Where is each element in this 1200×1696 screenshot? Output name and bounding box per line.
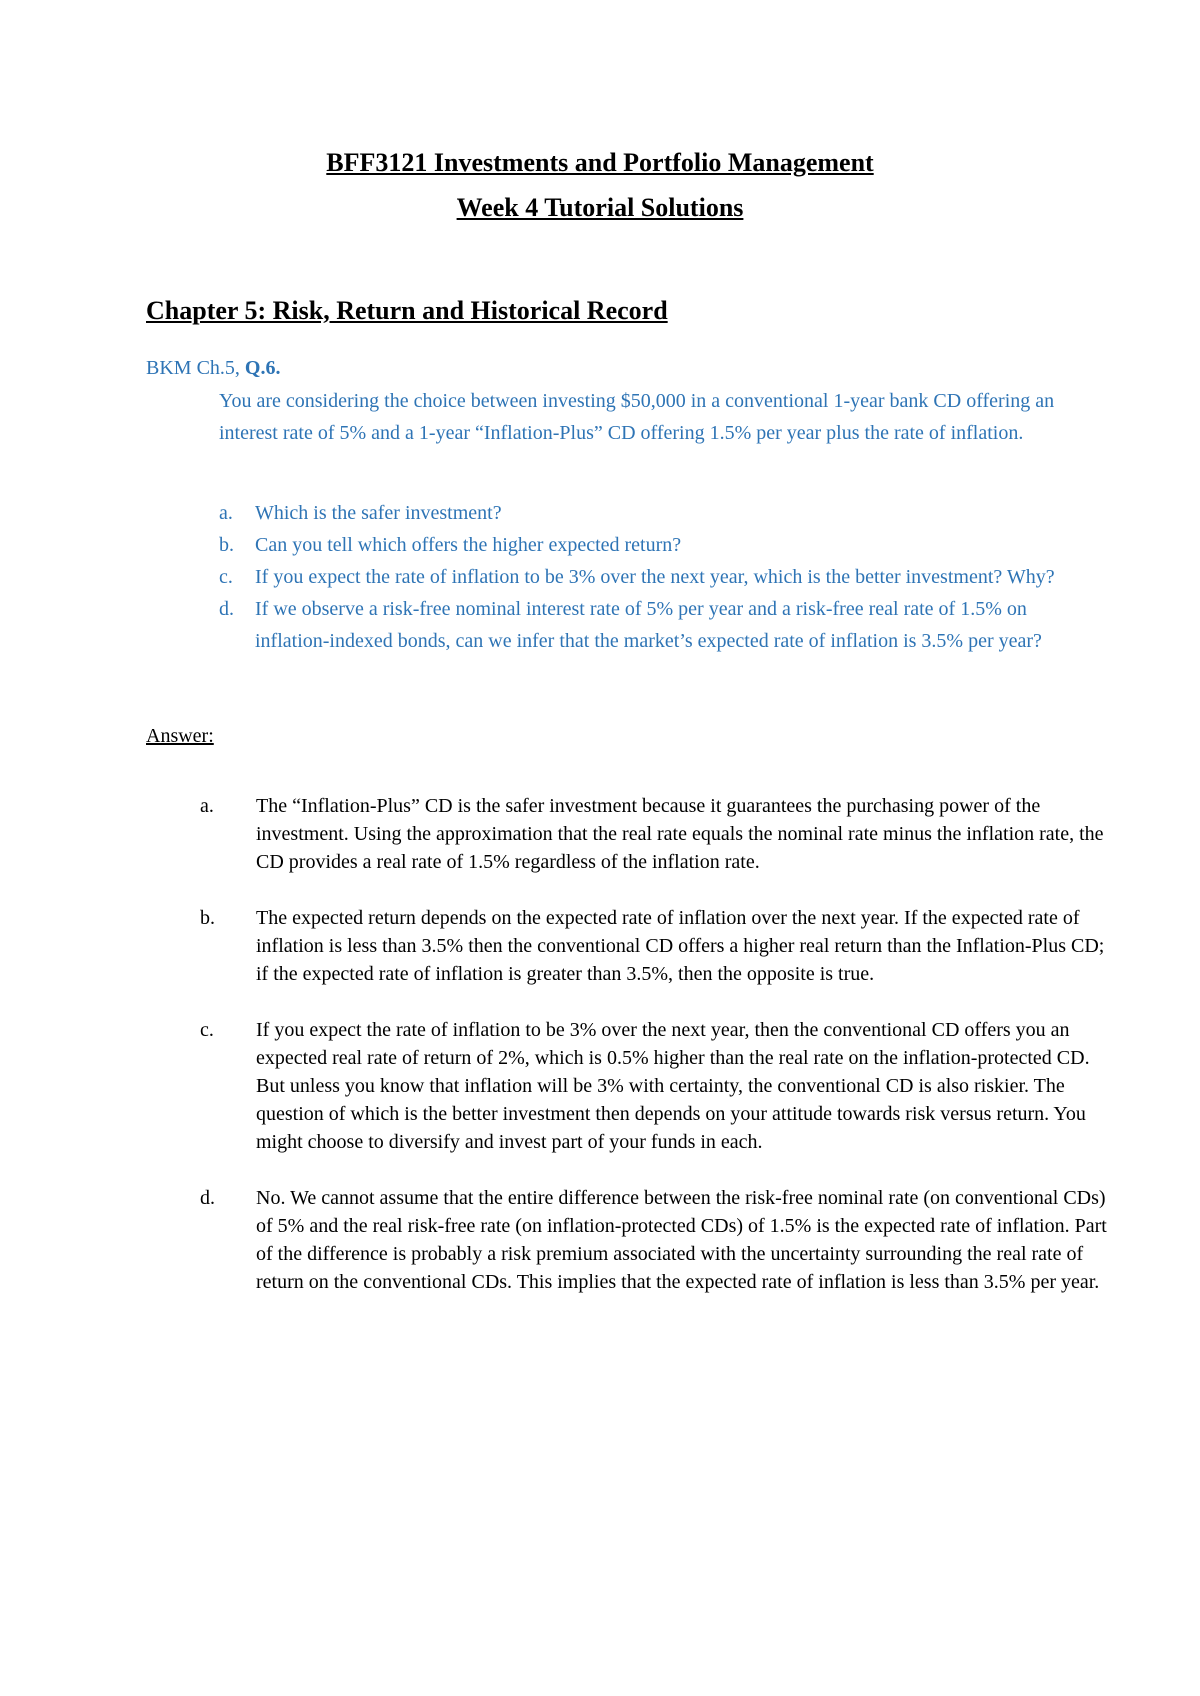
answer-part-text: No. We cannot assume that the entire difference between the risk-free nominal rate (on conventional CDs) of 5% and the real risk-free rate (on inflation-protected CDs) of 1.5% is the expected rate of inflation. Part of the difference is probably a risk premium associated with the uncertainty surrounding the real rate of return on the conventional CDs. This implies that the expected rate of inflation is less than 3.5% per year. xyxy=(256,1187,1107,1293)
answer-part xyxy=(200,792,1110,876)
question-part-text: Which is the safer investment? xyxy=(255,502,502,524)
page-subtitle: Week 4 Tutorial Solutions xyxy=(456,193,744,222)
question-source xyxy=(146,357,280,380)
answer-part xyxy=(200,1184,1110,1296)
question-part-text: Can you tell which offers the higher expected return? xyxy=(255,534,682,556)
question-part xyxy=(219,593,1079,657)
question-part xyxy=(219,529,1079,561)
course-title: BFF3121 Investments and Portfolio Management xyxy=(326,148,874,177)
question-parts xyxy=(219,497,1079,657)
answer-parts xyxy=(200,792,1110,1324)
answer-label: Answer: xyxy=(146,725,214,747)
question-part xyxy=(219,561,1079,593)
answer-part-text: The “Inflation-Plus” CD is the safer investment because it guarantees the purchasing power of the investment. Using the approximation that the real rate equals the nominal rate minus the inflation rate, the CD provides a real rate of 1.5% regardless of the inflation rate. xyxy=(256,795,1104,873)
answer-part-label: a. xyxy=(200,795,214,817)
answer-part xyxy=(200,1016,1110,1156)
question-part-label: b. xyxy=(219,534,234,556)
question-prompt: You are considering the choice between investing $50,000 in a conventional 1-year bank CD offering an interest rate of 5% and a 1-year “Inflation-Plus” CD offering 1.5% per year plus the rate of inflation. xyxy=(219,390,1055,444)
question-part-label: d. xyxy=(219,598,234,620)
answer-part xyxy=(200,904,1110,988)
question-part-label: a. xyxy=(219,502,233,524)
chapter-heading: Chapter 5: Risk, Return and Historical Record xyxy=(146,296,668,325)
answer-part-text: If you expect the rate of inflation to be 3% over the next year, then the conventional CD offers you an expected real rate of return of 2%, which is 0.5% higher than the real rate on the inflation-protected CD. But unless you know that inflation will be 3% with certainty, the conventional CD is also riskier. The question of which is the better investment then depends on your attitude towards risk versus return. You might choose to diversify and invest part of your funds in each. xyxy=(256,1019,1090,1153)
answer-part-label: c. xyxy=(200,1019,214,1041)
answer-part-label: d. xyxy=(200,1187,215,1209)
question-part-label: c. xyxy=(219,566,233,588)
answer-part-text: The expected return depends on the expected rate of inflation over the next year. If the expected rate of inflation is less than 3.5% then the conventional CD offers a higher real return than the Inflation-Plus CD; if the expected rate of inflation is greater than 3.5%, then the opposite is true. xyxy=(256,907,1105,985)
answer-part-label: b. xyxy=(200,907,215,929)
question-source-prefix: BKM Ch.5, xyxy=(146,357,245,379)
question-part-text: If you expect the rate of inflation to be 3% over the next year, which is the better investment? Why? xyxy=(255,566,1055,588)
question-number: Q.6. xyxy=(244,357,281,379)
question-part-text: If we observe a risk-free nominal interest rate of 5% per year and a risk-free real rate of 1.5% on inflation-indexed bonds, can we infer that the market’s expected rate of inflation is 3.5% per year? xyxy=(255,598,1042,652)
question-part xyxy=(219,497,1079,529)
